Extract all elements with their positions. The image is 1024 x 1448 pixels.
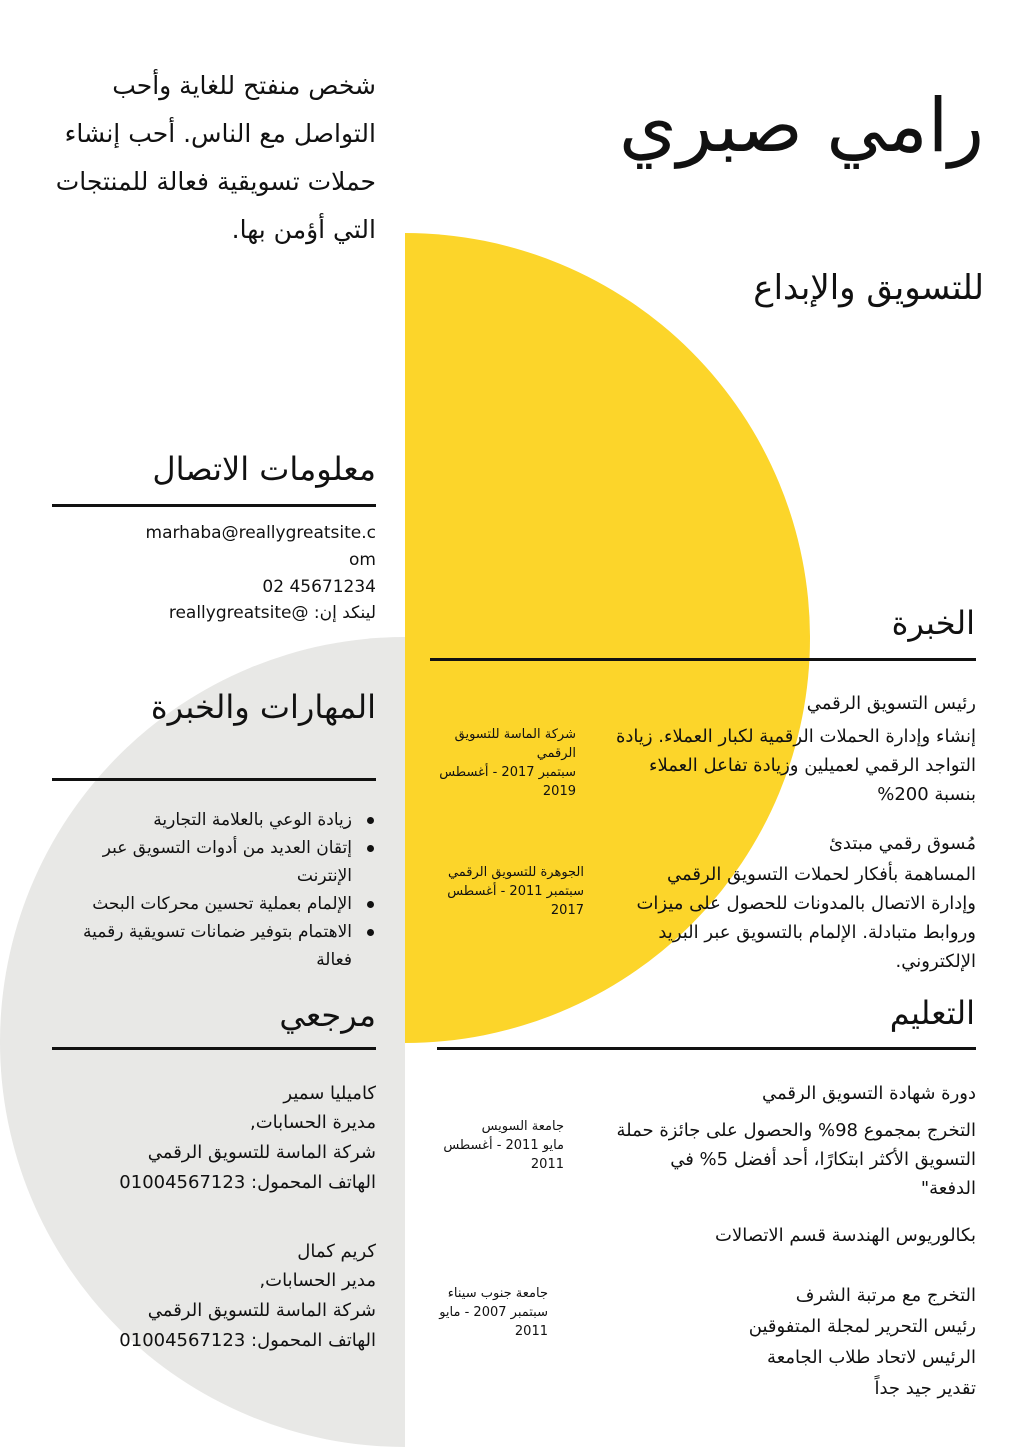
education-degree: بكالوريوس الهندسة قسم الاتصالات	[715, 1225, 976, 1246]
education-honor-line: التخرج مع مرتبة الشرف	[795, 1285, 976, 1306]
education-description: التخرج بمجموع 98% والحصول على جائزة حملة التسويق الأكثر ابتكارًا، أحد أفضل 5% في الدفعة"	[616, 1120, 976, 1199]
references-title: مرجعي	[279, 996, 376, 1034]
references-divider	[52, 1047, 376, 1050]
person-name: رامي صبري	[618, 83, 984, 169]
contact-phone: 02 45671234	[262, 577, 376, 597]
skill-item: الإلمام بعملية تحسين محركات البحث	[76, 890, 376, 918]
contact-divider	[52, 504, 376, 507]
education-title: التعليم	[889, 994, 975, 1032]
skills-title: المهارات والخبرة	[150, 688, 376, 726]
intro-text: شخص منفتح للغاية وأحب التواصل مع الناس. أحب إنشاء حملات تسويقية فعالة للمنتجات التي أؤمن بها.	[55, 71, 376, 244]
experience-title: الخبرة	[891, 604, 975, 642]
reference-card	[56, 1238, 376, 1356]
education-dates: مايو 2011 - أغسطس 2011	[443, 1138, 564, 1172]
experience-divider	[430, 658, 976, 661]
job-company: الجوهرة للتسويق الرقمي	[447, 865, 584, 880]
education-honors	[616, 1280, 976, 1404]
reference-phone: الهاتف المحمول: 01004567123	[119, 1172, 376, 1193]
skill-item: الاهتمام بتوفير ضمانات تسويقية رقمية فعالة	[76, 918, 376, 974]
education-honor-line: رئيس التحرير لمجلة المتفوقين	[748, 1316, 976, 1337]
job-description: المساهمة بأفكار لحملات التسويق الرقمي وإدارة الاتصال بالمدونات للحصول على ميزات وروابط متبادلة. الإلمام بالتسويق عبر البريد الإلكتروني.	[636, 864, 976, 972]
reference-name: كريم كمال	[297, 1241, 376, 1262]
job-description: إنشاء وإدارة الحملات الرقمية لكبار العملاء. زيادة التواجد الرقمي لعميلين وزيادة تفاعل العملاء بنسبة 200%	[615, 726, 976, 805]
skill-item: زيادة الوعي بالعلامة التجارية	[76, 806, 376, 834]
education-meta	[428, 1284, 548, 1341]
education-dates: سبتمبر 2007 - مايو 2011	[439, 1305, 548, 1339]
education-school: جامعة جنوب سيناء	[447, 1286, 548, 1301]
reference-role: مديرة الحسابات,	[250, 1112, 376, 1133]
skills-list	[76, 806, 376, 974]
job-meta	[434, 725, 576, 801]
education-honor-line: الرئيس لاتحاد طلاب الجامعة	[767, 1347, 976, 1368]
person-tagline: للتسويق والإبداع	[753, 268, 984, 308]
skills-list-container	[76, 806, 376, 974]
job-dates: سبتمبر 2011 - أغسطس 2017	[447, 884, 584, 918]
education-school: جامعة السويس	[481, 1119, 564, 1134]
job-title: مُسوق رقمي مبتدئ	[828, 833, 976, 854]
education-honor-line: تقدير جيد جداً	[874, 1378, 976, 1399]
reference-card	[56, 1080, 376, 1198]
contact-email[interactable]: marhaba@reallygreatsite.com	[145, 523, 376, 570]
education-meta	[436, 1117, 564, 1174]
reference-name: كاميليا سمير	[283, 1083, 376, 1104]
reference-company: شركة الماسة للتسويق الرقمي	[147, 1142, 376, 1163]
education-degree: دورة شهادة التسويق الرقمي	[761, 1083, 976, 1104]
reference-company: شركة الماسة للتسويق الرقمي	[147, 1300, 376, 1321]
job-meta	[434, 863, 584, 920]
job-title: رئيس التسويق الرقمي	[806, 693, 976, 714]
contact-title: معلومات الاتصال	[152, 450, 376, 488]
skill-item: إتقان العديد من أدوات التسويق عبر الإنترنت	[76, 834, 376, 890]
reference-role: مدير الحسابات,	[259, 1270, 376, 1291]
education-divider	[437, 1047, 976, 1050]
contact-linkedin[interactable]: لينكد إن: @reallygreatsite	[168, 603, 376, 623]
reference-phone: الهاتف المحمول: 01004567123	[119, 1330, 376, 1351]
skills-divider	[52, 778, 376, 781]
job-dates: سبتمبر 2017 - أغسطس 2019	[439, 765, 576, 799]
job-company: شركة الماسة للتسويق الرقمي	[454, 727, 576, 761]
